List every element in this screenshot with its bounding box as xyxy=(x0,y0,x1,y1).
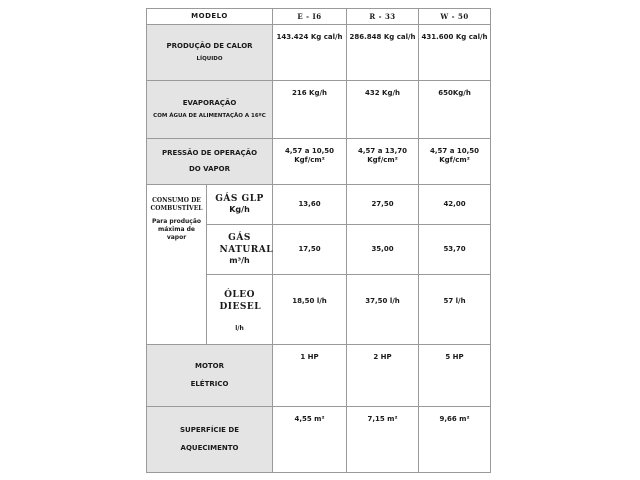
motor-value-r33: 2 HP xyxy=(347,345,419,407)
surface-value-w50: 9,66 m² xyxy=(419,407,491,473)
pressure-value-w50: 4,57 a 10,50 Kgf/cm² xyxy=(419,139,491,185)
fuel-natural-gas-unit: m³/h xyxy=(229,256,250,266)
surface-value-r33: 7,15 m² xyxy=(347,407,419,473)
evaporation-value-r33: 432 Kg/h xyxy=(347,81,419,139)
motor-value-e16: 1 HP xyxy=(273,345,347,407)
model-header: MODELO xyxy=(147,9,273,25)
natural-gas-value-w50: 53,70 xyxy=(419,225,491,275)
model-r33-header: R - 33 xyxy=(347,9,419,25)
heat-production-row xyxy=(147,25,491,81)
heat-value-r33: 286.848 Kg cal/h xyxy=(347,25,419,81)
fuel-glp-name: GÁS GLP xyxy=(215,194,264,205)
model-e16-header: E - I6 xyxy=(273,9,347,25)
heating-surface-label xyxy=(147,407,273,473)
pressure-label xyxy=(147,139,273,185)
glp-value-w50: 42,00 xyxy=(419,185,491,225)
diesel-value-e16: 18,50 l/h xyxy=(273,275,347,345)
fuel-consumption-note: Para produção máxima de vapor xyxy=(151,218,202,241)
motor-value-w50: 5 HP xyxy=(419,345,491,407)
pressure-title: PRESSÃO DE OPERAÇÃO xyxy=(161,149,258,158)
header-row xyxy=(147,9,491,25)
pressure-row xyxy=(147,139,491,185)
pressure-value-e16: 4,57 a 10,50 Kgf/cm² xyxy=(273,139,347,185)
natural-gas-value-e16: 17,50 xyxy=(273,225,347,275)
natural-gas-value-r33: 35,00 xyxy=(347,225,419,275)
fuel-consumption-label xyxy=(147,185,207,345)
fuel-natural-gas-name: GÁS NATURAL xyxy=(219,232,274,256)
pressure-value-r33: 4,57 a 13,70 Kgf/cm² xyxy=(347,139,419,185)
fuel-diesel-label xyxy=(207,275,273,345)
diesel-value-r33: 37,50 l/h xyxy=(347,275,419,345)
surface-value-e16: 4,55 m² xyxy=(273,407,347,473)
evaporation-row xyxy=(147,81,491,139)
specification-table xyxy=(146,8,491,473)
fuel-natural-gas-label xyxy=(207,225,273,275)
fuel-consumption-title: CONSUMO DE COMBUSTÍVEL xyxy=(150,197,203,212)
fuel-diesel-name: ÓLEO DIESEL xyxy=(219,290,262,313)
model-w50-header: W - 50 xyxy=(419,9,491,25)
glp-value-e16: 13,60 xyxy=(273,185,347,225)
motor-row xyxy=(147,345,491,407)
fuel-diesel-unit: l/h xyxy=(235,325,244,333)
evaporation-label xyxy=(147,81,273,139)
heating-surface-title-2: AQUECIMENTO xyxy=(180,443,239,452)
glp-value-r33: 27,50 xyxy=(347,185,419,225)
heating-surface-row xyxy=(147,407,491,473)
evaporation-value-w50: 650Kg/h xyxy=(419,81,491,139)
heat-production-label xyxy=(147,25,273,81)
heat-production-title: PRODUÇÃO DE CALOR xyxy=(166,42,253,51)
evaporation-title: EVAPORAÇÃO xyxy=(182,99,237,108)
heating-surface-title: SUPERFÍCIE DE xyxy=(180,426,239,435)
pressure-title-2: DO VAPOR xyxy=(188,164,231,173)
fuel-glp-label xyxy=(207,185,273,225)
diesel-value-w50: 57 l/h xyxy=(419,275,491,345)
motor-label xyxy=(147,345,273,407)
heat-production-sub: LÍQUIDO xyxy=(196,55,223,62)
fuel-glp-unit: Kg/h xyxy=(229,205,250,215)
fuel-glp-row xyxy=(147,185,491,225)
motor-title-2: ELÉTRICO xyxy=(190,379,229,388)
motor-title: MOTOR xyxy=(194,362,225,371)
evaporation-value-e16: 216 Kg/h xyxy=(273,81,347,139)
evaporation-sub: COM ÁGUA DE ALIMENTAÇÃO A 16ºC xyxy=(153,112,266,119)
heat-value-w50: 431.600 Kg cal/h xyxy=(419,25,491,81)
heat-value-e16: 143.424 Kg cal/h xyxy=(273,25,347,81)
